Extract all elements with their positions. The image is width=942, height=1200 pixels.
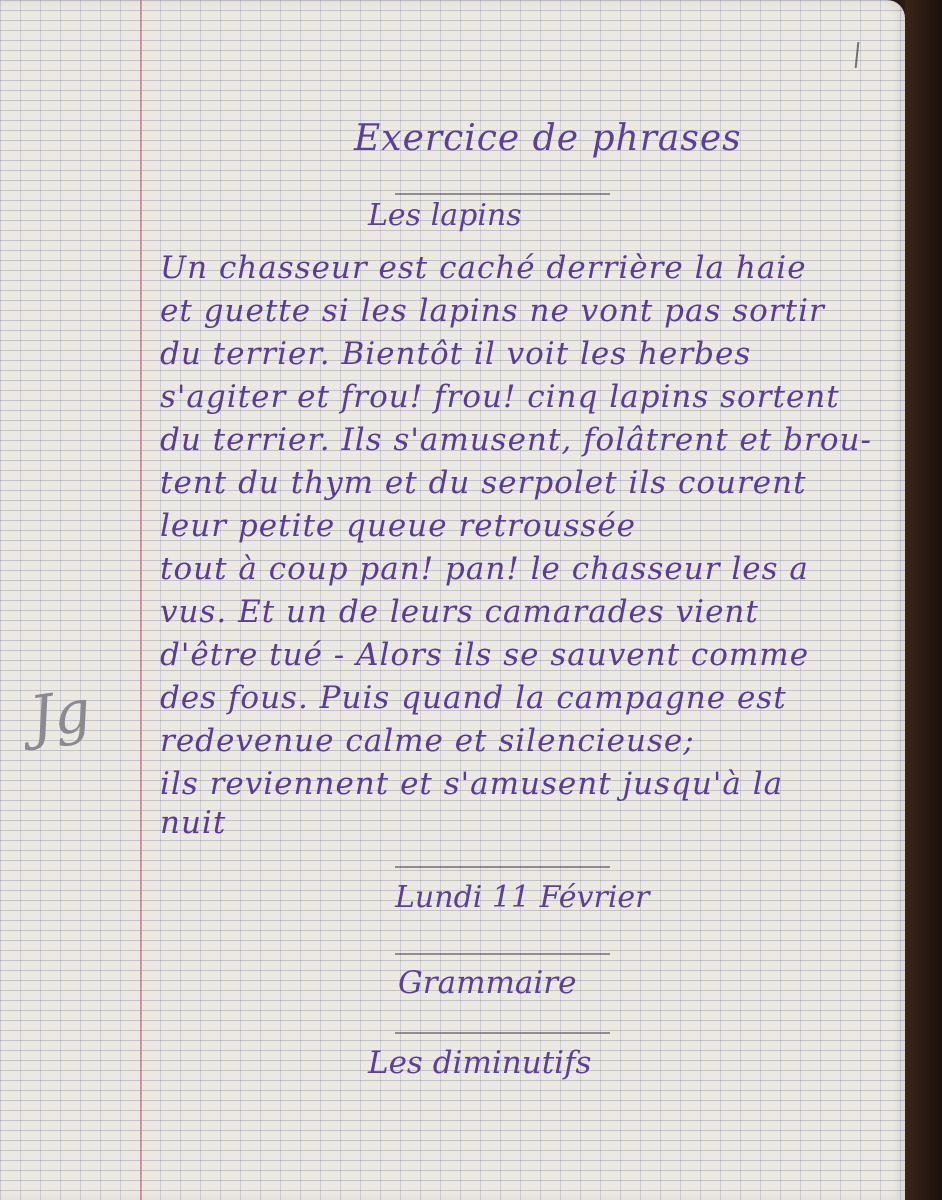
body-line: des fous. Puis quand la campagne est [160, 680, 787, 716]
body-line: du terrier. Ils s'amusent, folâtrent et brou- [160, 422, 872, 458]
body-line: leur petite queue retroussée [160, 508, 637, 544]
page-title: Exercice de phrases [354, 118, 742, 159]
body-line: s'agiter et frou! frou! cinq lapins sortent [160, 379, 840, 415]
body-line: vus. Et un de leurs camarades vient [160, 594, 759, 630]
pencil-mark [855, 42, 860, 68]
body-line: Un chasseur est caché derrière la haie [160, 250, 807, 286]
body-line: redevenue calme et silencieuse; [160, 723, 695, 759]
teacher-initials: Jg [25, 676, 95, 752]
margin-line [140, 0, 142, 1200]
section-heading: Grammaire [398, 965, 577, 1001]
title-underline [395, 193, 610, 195]
section-divider [395, 1032, 610, 1034]
section-divider [395, 866, 610, 868]
body-line: et guette si les lapins ne vont pas sortir [160, 293, 825, 329]
body-line: d'être tué - Alors ils se sauvent comme [160, 637, 810, 673]
notebook-binding [905, 0, 942, 1200]
body-line: tout à coup pan! pan! le chasseur les a [160, 551, 809, 587]
body-line: nuit [160, 805, 227, 841]
body-line: tent du thym et du serpolet ils courent [160, 465, 807, 501]
section-divider [395, 953, 610, 955]
exercise-subtitle: Les lapins [368, 198, 522, 233]
date-heading: Lundi 11 Février [395, 880, 650, 915]
topic-heading: Les diminutifs [368, 1045, 592, 1081]
body-line: du terrier. Bientôt il voit les herbes [160, 336, 752, 372]
body-line: ils reviennent et s'amusent jusqu'à la [160, 766, 784, 802]
